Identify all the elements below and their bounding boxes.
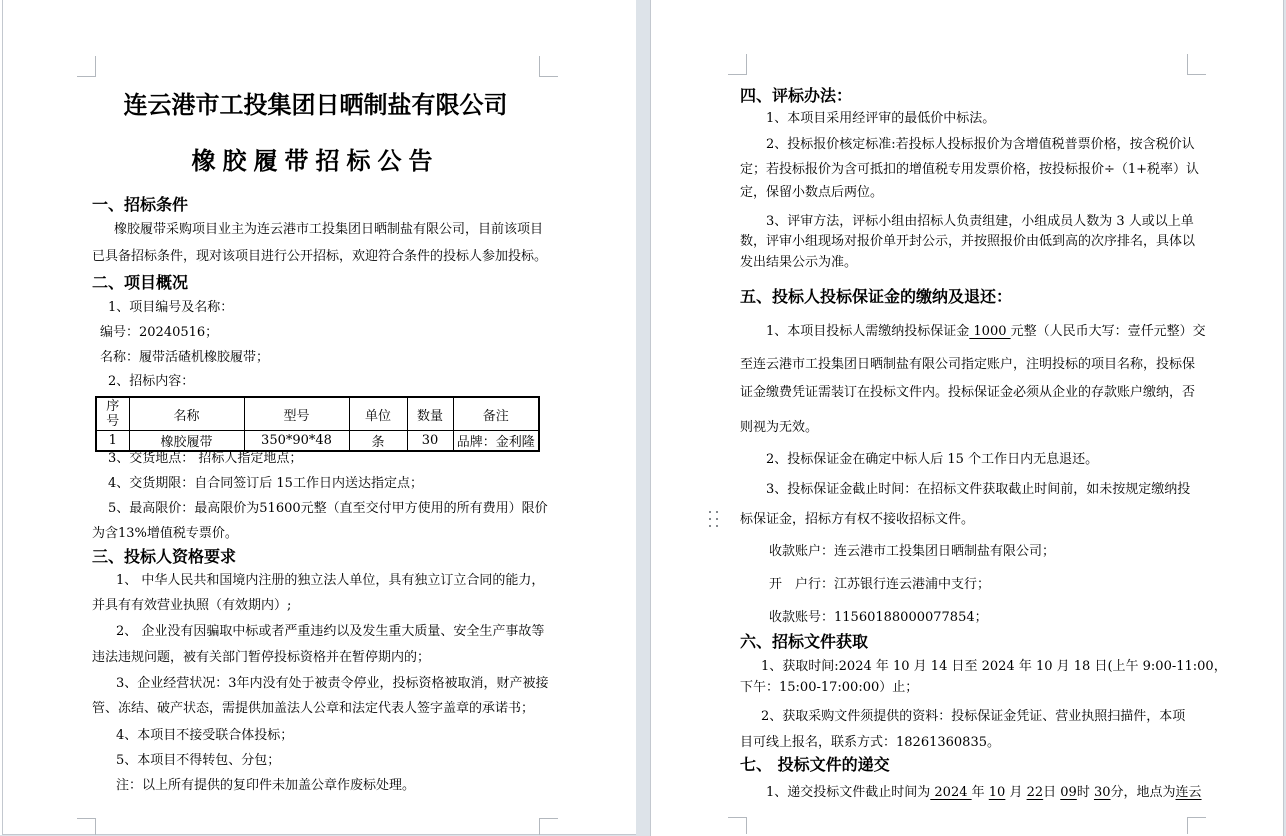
deadline-text: 时 (1076, 785, 1094, 800)
section-3-item-cont: 违法违规问题，被有关部门暂停投标资格并在暂停期内的； (92, 650, 431, 665)
section-4-item: 3、评审方法，评标小组由招标人负责组建，小组成员人数为 3 人或以上单 (766, 214, 1194, 229)
section-5-item-cont: 标保证金，招标方有权不接收招标文件。 (740, 512, 975, 527)
doc-title-line1: 连云港市工投集团日晒制盐有限公司 (123, 91, 508, 119)
section-2-item: 5、最高限价：最高限价为51600元整（直至交付甲方使用的所有费用）限价 (108, 501, 548, 516)
section-2-item: 1、项目编号及名称： (108, 300, 234, 315)
cell-seq: 1 (96, 431, 129, 452)
margin-mark-top-left (728, 54, 747, 75)
margin-mark-bottom-right (539, 818, 558, 835)
section-1-heading: 一、招标条件 (92, 195, 189, 214)
deposit-amount-underlined: 1000 (969, 324, 1011, 339)
col-header-seq: 序号 (96, 397, 129, 431)
section-5-item (766, 323, 1206, 341)
cell-model: 350*90*48 (244, 431, 349, 452)
section-2-heading: 二、项目概况 (92, 273, 189, 292)
deadline-place-underlined: 连云 (1175, 785, 1202, 800)
project-code-line: 编号：20240516； (100, 325, 219, 340)
cell-unit: 条 (349, 431, 407, 452)
section-6-item-cont: 目可线上报名，联系方式：18261360835。 (740, 735, 1000, 750)
page-2[interactable] (651, 0, 1284, 836)
section-3-note: 注：以上所有提供的复印件未加盖公章作废标处理。 (116, 778, 416, 793)
page-gap (636, 0, 651, 836)
deadline-minute-underlined: 30 (1093, 785, 1111, 800)
margin-mark-top-right (1187, 54, 1206, 75)
cell-qty: 30 (407, 431, 453, 452)
deadline-year-underlined: 2024 (930, 785, 972, 800)
section-4-item-cont: 定；若投标报价为含可抵扣的增值税专用发票价格，按投标报价÷（1+税率）认 (740, 162, 1200, 177)
section-2-item: 3、交货地点： 招标人指定地点； (108, 451, 303, 466)
section-3-heading: 三、投标人资格要求 (92, 547, 237, 566)
section-3-item-cont: 并具有有效营业执照（有效期内）; (92, 598, 292, 613)
section-6-item-cont: 下午：15:00-17:00:00）止； (740, 680, 919, 695)
section-4-item-cont: 数，评审小组现场对报价单开封公示，并按照报价由低到高的次序排名，具体以 (740, 234, 1196, 249)
deposit-text-pre: 1、本项目投标人需缴纳投标保证金 (766, 324, 970, 339)
section-5-item: 3、投标保证金截止时间：在招标文件获取截止时间前，如未按规定缴纳投 (766, 482, 1191, 497)
drag-handle-icon[interactable] (709, 511, 711, 513)
deadline-month-underlined: 10 (988, 785, 1006, 800)
section-3-item: 5、本项目不得转包、分包； (116, 753, 281, 768)
section-3-item: 4、本项目不接受联合体投标； (116, 728, 294, 743)
section-5-item: 2、投标保证金在确定中标人后 15 个工作日内无息退还。 (766, 452, 1099, 467)
cell-remark: 品牌：金利隆 (453, 431, 539, 452)
section-4-item-cont: 发出结果公示为准。 (740, 255, 858, 270)
deadline-text: 分，地点为 (1110, 785, 1176, 800)
section-5-item-cont: 至连云港市工投集团日晒制盐有限公司指定账户，注明投标的项目名称，投标保 (740, 357, 1196, 372)
bid-items-table (95, 396, 540, 452)
doc-title-line2: 橡胶履带招标公告 (191, 147, 440, 175)
deadline-text: 1、递交投标文件截止时间为 (766, 785, 931, 800)
deadline-hour-underlined: 09 (1060, 785, 1077, 800)
section-4-heading: 四、评标办法： (740, 86, 853, 105)
table-header-row (96, 397, 539, 431)
section-3-item: 1、 中华人民共和国境内注册的独立法人单位，具有独立订立合同的能力， (116, 573, 545, 588)
section-5-item-cont: 证金缴费凭证需装订在投标文件内。投标保证金必须从企业的存款账户缴纳，否 (740, 385, 1196, 400)
margin-mark-bottom-right (1187, 817, 1206, 834)
deposit-text-post: 元整（人民币大写：壹仟元整）交 (1010, 324, 1206, 339)
section-1-para-line: 已具备招标条件，现对该项目进行公开招标，欢迎符合条件的投标人参加投标。 (92, 249, 548, 264)
section-6-item: 1、获取时间:2024 年 10 月 14 日至 2024 年 10 月 18 日(上午 9:00-11:00， (761, 659, 1227, 674)
section-7-item (766, 784, 1202, 802)
col-header-model: 型号 (244, 397, 349, 431)
project-name-line: 名称：履带活碴机橡胶履带； (100, 350, 270, 365)
section-1-para-line: 橡胶履带采购项目业主为连云港市工投集团日晒制盐有限公司，目前该项目 (114, 222, 544, 237)
payee-account-number: 收款账号：11560188000077854； (769, 610, 988, 625)
col-header-remark: 备注 (453, 397, 539, 431)
section-6-item: 2、获取采购文件须提供的资料：投标保证金凭证、营业执照扫描件，本项 (761, 709, 1186, 724)
margin-mark-top-left (77, 56, 96, 77)
section-5-heading: 五、投标人投标保证金的缴纳及退还： (740, 287, 1013, 306)
margin-mark-top-right (539, 56, 558, 77)
col-header-unit: 单位 (349, 397, 407, 431)
section-3-item: 2、 企业没有因骗取中标或者严重违约以及发生重大质量、安全生产事故等 (116, 624, 545, 639)
margin-mark-bottom-left (728, 817, 747, 834)
section-4-item: 1、本项目采用经评审的最低价中标法。 (766, 111, 996, 126)
payee-account-name: 收款账户：连云港市工投集团日晒制盐有限公司； (769, 544, 1056, 559)
page-1[interactable] (2, 0, 637, 835)
section-3-item: 3、企业经营状况：3年内没有处于被责令停业，投标资格被取消，财产被接 (116, 676, 549, 691)
section-7-heading: 七、 投标文件的递交 (740, 755, 890, 774)
col-header-name: 名称 (129, 397, 244, 431)
section-4-item: 2、投标报价核定标准:若投标人投标报价为含增值税普票价格，按含税价认 (766, 137, 1195, 152)
section-4-item-cont: 定，保留小数点后两位。 (740, 185, 884, 200)
col-header-qty: 数量 (407, 397, 453, 431)
section-2-item-cont: 为含13%增值税专票价。 (92, 526, 238, 541)
section-2-item: 4、交货期限：自合同签订后 15工作日内送达指定点； (108, 476, 423, 491)
deadline-day-underlined: 22 (1026, 785, 1044, 800)
payee-bank: 开 户行：江苏银行连云港浦中支行； (769, 577, 991, 592)
deadline-text: 日 (1043, 785, 1061, 800)
section-5-item-cont: 则视为无效。 (740, 420, 819, 435)
section-6-heading: 六、招标文件获取 (740, 632, 869, 651)
deadline-text: 年 (971, 785, 989, 800)
section-3-item-cont: 管、冻结、破产状态，需提供加盖法人公章和法定代表人签字盖章的承诺书； (92, 701, 535, 716)
section-2-item: 2、招标内容： (108, 374, 195, 389)
cell-name: 橡胶履带 (129, 431, 244, 452)
margin-mark-bottom-left (77, 818, 96, 835)
deadline-text: 月 (1005, 785, 1027, 800)
table-row (96, 431, 539, 452)
